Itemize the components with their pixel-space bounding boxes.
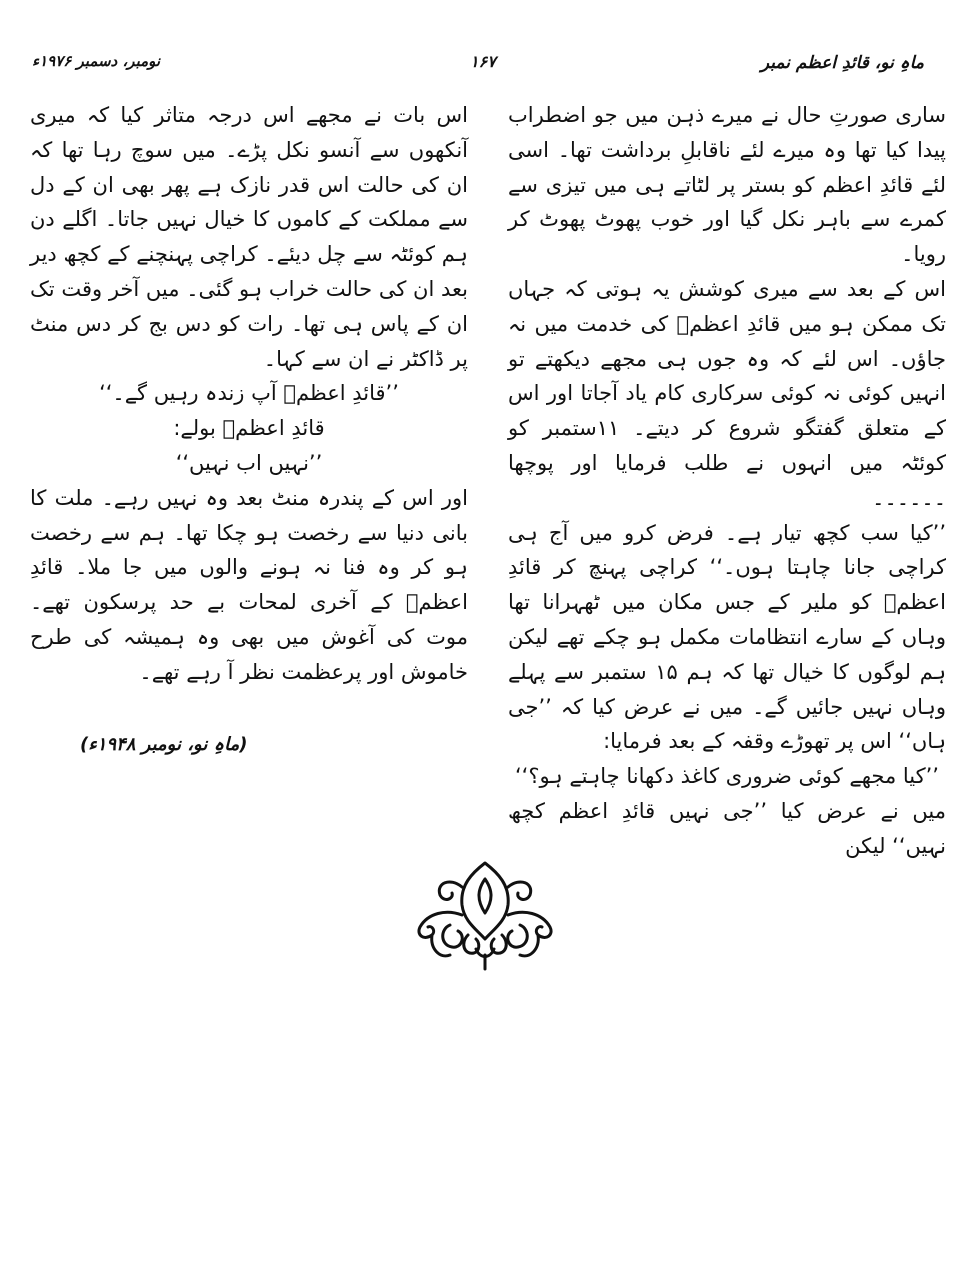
paragraph: اور اس کے پندرہ منٹ بعد وہ نہیں رہے۔ ملت کا بانی دنیا سے رخصت ہو چکا تھا۔ ہم سے رخصت ہو کر وہ فنا نہ ہونے والوں میں جا ملا۔ قائدِ اعظمؒ کے آخری لمحات بے حد پرسکون تھے۔ موت کی آغوش میں بھی وہ ہمیشہ کی طرح خاموش اور پرعظمت نظر آ رہے تھے۔: [30, 485, 468, 684]
floral-ornament-icon: [410, 855, 560, 975]
page-number: ۱۶۷: [470, 52, 496, 71]
quote-line: ’’نہیں اب نہیں‘‘: [175, 450, 323, 475]
paragraph: ’’کیا سب کچھ تیار ہے۔ فرض کرو میں آج ہی کراچی جانا چاہتا ہوں۔‘‘ کراچی پہنچ کر قائدِ اعظمؒ کو ملیر کے جس مکان میں ٹھہرانا تھا وہاں کے سارے انتظامات مکمل ہو چکے تھے لیکن ہم لوگوں کا خیال تھا کہ ہم ۱۵ ستمبر سے پہلے وہاں نہیں جائیں گے۔ میں نے عرض کیا کہ ’’جی ہاں‘‘ اس پر تھوڑے وقفہ کے بعد فرمایا:: [508, 520, 946, 754]
quote-line: قائدِ اعظمؒ بولے:: [173, 416, 325, 441]
paragraph: میں نے عرض کیا ’’جی نہیں قائدِ اعظم کچھ نہیں‘‘ لیکن: [508, 798, 946, 858]
left-column: [30, 98, 468, 690]
journal-title: ماہِ نو، قائدِ اعظم نمبر: [760, 53, 924, 73]
paragraph: ساری صورتِ حال نے میرے ذہن میں جو اضطراب پیدا کیا تھا وہ میرے لئے ناقابلِ برداشت تھا۔ اسی لئے قائدِ اعظم کو بستر پر لٹاتے ہی میں تیزی سے کمرے سے باہر نکل گیا اور خوب پھوٹ پھوٹ کر رویا۔: [508, 103, 946, 267]
right-column: [508, 98, 946, 864]
paragraph: اس کے بعد سے میری کوشش یہ ہوتی کہ جہاں تک ممکن ہو میں قائدِ اعظمؒ کی خدمت میں نہ جاؤں۔ اس لئے کہ وہ جوں ہی مجھے دیکھتے تو انہیں کوئی نہ کوئی سرکاری کام یاد آجاتا اور اس کے متعلق گفتگو شروع کر دیتے۔ ۱۱ستمبر کو کوئٹہ میں انہوں نے طلب فرمایا اور پوچھا ۔۔۔۔۔۔: [508, 276, 946, 510]
quote-line: ’’قائدِ اعظمؒ آپ زندہ رہیں گے۔‘‘: [99, 381, 399, 406]
source-citation: (ماہِ نو، نومبر ۱۹۴۸ء): [80, 734, 248, 755]
paragraph: اس بات نے مجھے اس درجہ متاثر کیا کہ میری آنکھوں سے آنسو نکل پڑے۔ میں سوچ رہا تھا کہ ان کی حالت اس قدر نازک ہے پھر بھی ان کے دل سے مملکت کے کاموں کا خیال نہیں جاتا۔ اگلے دن ہم کوئٹہ سے چل دیئے۔ کراچی پہنچنے کے کچھ دیر بعد ان کی حالت خراب ہو گئی۔ میں آخر وقت تک ان کے پاس ہی تھا۔ رات کو دس بج کر دس منٹ پر ڈاکٹر نے ان سے کہا۔: [30, 103, 468, 371]
quote-line: ’’کیا مجھے کوئی ضروری کاغذ دکھانا چاہتے ہو؟‘‘: [515, 764, 939, 789]
running-header: [30, 52, 938, 80]
issue-date: نومبر، دسمبر ۱۹۷۶ء: [32, 52, 161, 70]
